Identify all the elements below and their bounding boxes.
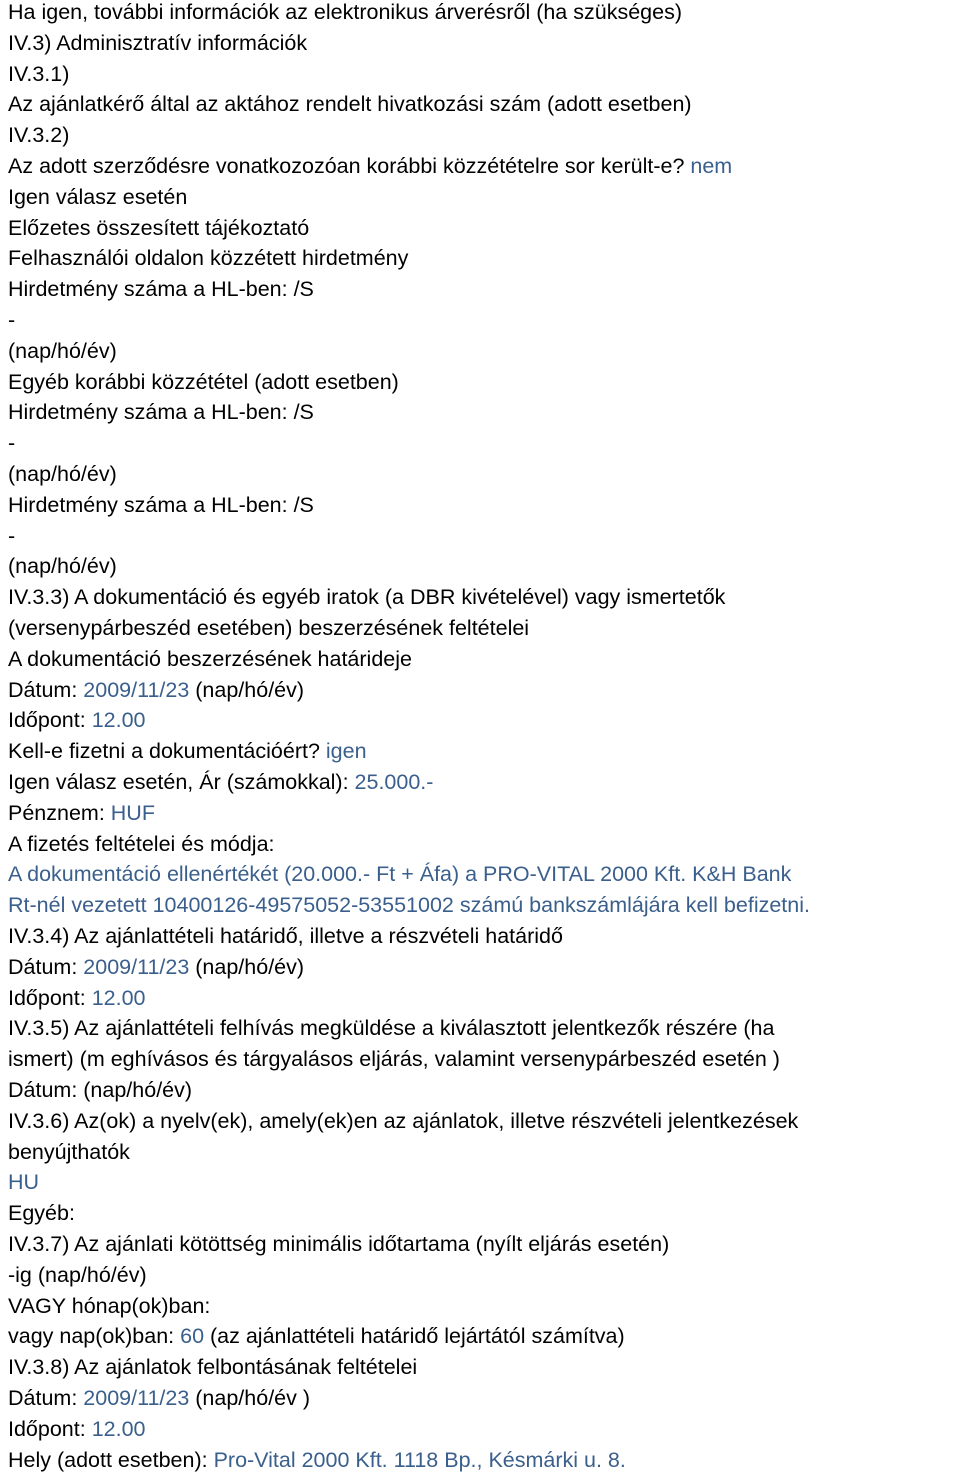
line-value: HUF <box>110 800 155 825</box>
line-label: -ig (nap/hó/év) <box>8 1262 147 1287</box>
text-line <box>8 862 791 886</box>
line-label: IV.3.8) Az ajánlatok felbontásának feltételei <box>8 1355 418 1380</box>
text-line <box>8 1355 417 1379</box>
text-line <box>8 986 146 1010</box>
line-label: (nap/hó/év) <box>8 554 117 579</box>
text-line <box>8 1294 210 1318</box>
line-label: (versenypárbeszéd esetében) beszerzésének feltételei <box>8 616 530 640</box>
line-label: IV.3.6) Az(ok) a nyelv(ek), amely(ek)en az ajánlatok, illetve részvételi jelentkezések <box>8 1108 799 1133</box>
line-label: IV.3.2) <box>8 123 70 148</box>
text-line <box>8 739 367 763</box>
line-label: IV.3.1) <box>8 61 70 86</box>
line-value: Pro-Vital 2000 Kft. 1118 Bp., Késmárki u. 8. <box>213 1447 626 1472</box>
text-line <box>8 1201 75 1225</box>
line-label: - <box>8 431 16 456</box>
text-line <box>8 1170 39 1194</box>
text-line <box>8 924 563 948</box>
text-line <box>8 493 314 517</box>
line-suffix: (nap/hó/év) <box>189 677 305 702</box>
line-label: Felhasználói oldalon közzétett hirdetmény <box>8 246 409 271</box>
line-label: Pénznem: <box>8 800 111 825</box>
line-label: Dátum: <box>8 677 84 702</box>
text-line <box>8 585 725 609</box>
text-line <box>8 832 275 856</box>
line-label: Dátum: (nap/hó/év) <box>8 1078 193 1102</box>
line-label: Igen válasz esetén <box>8 184 188 209</box>
line-label: - <box>8 308 16 332</box>
line-label: Az adott szerződésre vonatkozozóan korábbi közzétételre sor került-e? <box>8 154 691 178</box>
line-label: benyújthatók <box>8 1139 130 1164</box>
line-value: 60 <box>180 1324 205 1349</box>
line-label: Kell-e fizetni a dokumentációért? <box>8 739 326 764</box>
text-line <box>8 339 117 363</box>
line-label: A dokumentáció beszerzésének határideje <box>8 646 412 671</box>
text-line <box>8 770 433 794</box>
line-label: IV.3.4) Az ajánlattételi határidő, illetve a részvételi határidő <box>8 924 563 948</box>
text-line <box>8 616 529 640</box>
line-label: Igen válasz esetén, Ár (számokkal): <box>8 770 355 794</box>
text-line <box>8 1324 625 1348</box>
line-label: IV.3.7) Az ajánlati kötöttség minimális időtartama (nyílt eljárás esetén) <box>8 1232 670 1256</box>
text-line <box>8 647 412 671</box>
text-line <box>8 893 810 917</box>
text-line <box>8 154 732 178</box>
line-label: IV.3.5) Az ajánlattételi felhívás megküldése a kiválasztott jelentkezők részére (ha <box>8 1016 775 1041</box>
text-line <box>8 1417 146 1441</box>
line-value: 12.00 <box>91 1416 146 1441</box>
line-value: 2009/11/23 <box>83 954 190 979</box>
text-line <box>8 462 117 486</box>
text-line <box>8 1016 774 1040</box>
line-value: 12.00 <box>91 708 146 733</box>
line-value: Rt-nél vezetett 10400126-49575052-53551002 számú bankszámlájára kell befizetni. <box>8 893 810 918</box>
line-label: Időpont: <box>8 985 92 1010</box>
line-label: Ha igen, további információk az elektronikus árverésről (ha szükséges) <box>8 0 682 24</box>
line-value: 25.000.- <box>354 770 434 794</box>
line-value: igen <box>325 739 367 764</box>
line-suffix: (az ajánlattételi határidő lejártától számítva) <box>204 1324 625 1349</box>
line-label: Hirdetmény száma a HL-ben: /S <box>8 492 314 517</box>
line-label: VAGY hónap(ok)ban: <box>8 1293 211 1318</box>
text-line <box>8 1448 626 1472</box>
text-line <box>8 1263 147 1287</box>
line-label: ismert) (m eghívásos és tárgyalásos eljárás, valamint versenypárbeszéd esetén ) <box>8 1047 780 1072</box>
line-label: Előzetes összesített tájékoztató <box>8 215 310 240</box>
line-label: Hirdetmény száma a HL-ben: /S <box>8 400 314 425</box>
text-line <box>8 31 307 55</box>
text-line <box>8 1140 130 1164</box>
line-value: 2009/11/23 <box>83 677 190 702</box>
line-label: Dátum: <box>8 954 84 979</box>
line-label: IV.3.3) A dokumentáció és egyéb iratok (a DBR kivételével) vagy ismertetők <box>8 585 726 610</box>
text-line <box>8 216 309 240</box>
line-label: Időpont: <box>8 1416 92 1441</box>
line-label: Dátum: <box>8 1386 84 1410</box>
line-label: IV.3) Adminisztratív információk <box>8 30 308 55</box>
text-line <box>8 554 117 578</box>
line-value: nem <box>690 154 733 178</box>
line-label: Hely (adott esetben): <box>8 1447 214 1472</box>
text-line <box>8 955 304 979</box>
line-value: 12.00 <box>91 985 146 1010</box>
text-line <box>8 1386 310 1410</box>
text-line <box>8 708 146 732</box>
line-value: HU <box>8 1170 40 1195</box>
text-line <box>8 400 314 424</box>
text-line <box>8 370 399 394</box>
line-label: Hirdetmény száma a HL-ben: /S <box>8 277 314 302</box>
text-line <box>8 123 69 147</box>
line-label: - <box>8 523 16 548</box>
text-line <box>8 431 15 455</box>
text-line <box>8 0 682 24</box>
text-line <box>8 1047 780 1071</box>
text-line <box>8 62 69 86</box>
text-line <box>8 185 187 209</box>
text-line <box>8 1109 798 1133</box>
line-value: A dokumentáció ellenértékét (20.000.- Ft + Áfa) a PRO-VITAL 2000 Kft. K&H Bank <box>8 862 792 887</box>
text-line <box>8 92 692 116</box>
text-line <box>8 1078 192 1102</box>
line-value: 2009/11/23 <box>83 1386 190 1410</box>
text-line <box>8 801 155 825</box>
line-label: (nap/hó/év) <box>8 338 117 363</box>
text-line <box>8 246 408 270</box>
line-label: (nap/hó/év) <box>8 462 117 486</box>
line-suffix: (nap/hó/év ) <box>189 1386 311 1410</box>
text-line <box>8 308 15 332</box>
text-line <box>8 678 304 702</box>
line-label: vagy nap(ok)ban: <box>8 1324 181 1349</box>
line-label: Az ajánlatkérő által az aktához rendelt hivatkozási szám (adott esetben) <box>8 92 692 117</box>
line-label: A fizetés feltételei és módja: <box>8 831 275 856</box>
line-label: Időpont: <box>8 708 92 733</box>
line-label: Egyéb: <box>8 1201 75 1226</box>
line-suffix: (nap/hó/év) <box>189 954 305 979</box>
text-line <box>8 277 314 301</box>
text-line <box>8 524 15 548</box>
text-line <box>8 1232 669 1256</box>
line-label: Egyéb korábbi közzététel (adott esetben) <box>8 369 399 394</box>
